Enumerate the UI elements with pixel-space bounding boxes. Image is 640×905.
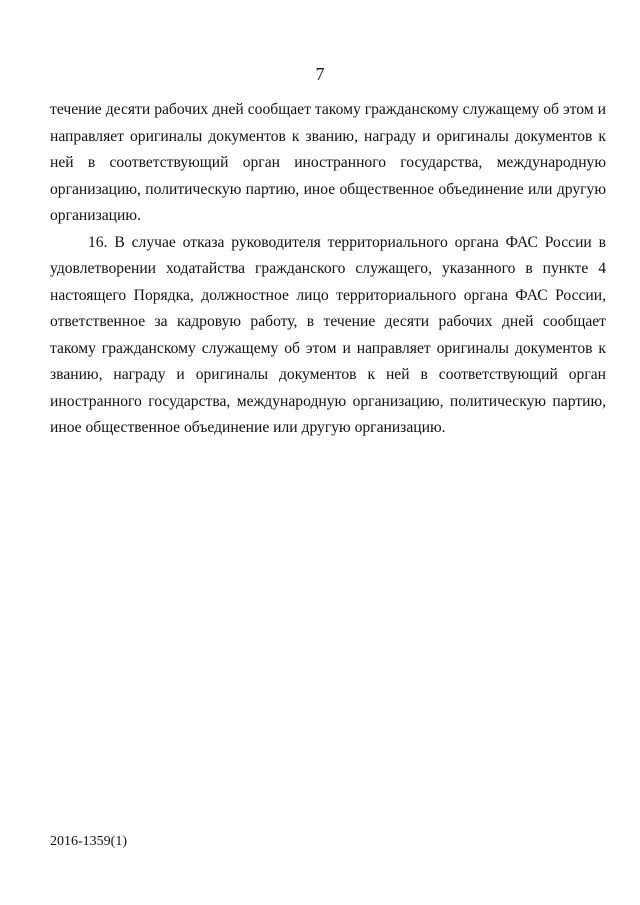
document-body [50, 97, 606, 442]
page-number: 7 [315, 64, 325, 84]
paragraph-16: 16. В случае отказа руководителя территориального органа ФАС России в удовлетворении ходатайства гражданского служащего, указанного в пункте 4 настоящего Порядка, должностное лицо территориального органа ФАС России, ответственное за кадровую работу, в течение десяти рабочих дней сообщает такому гражданскому служащему об этом и направляет оригиналы документов к званию, награду и оригиналы документов к ней в соответствующий орган иностранного государства, международную организацию, политическую партию, иное общественное объединение или другую организацию. [50, 233, 606, 436]
document-code: 2016-1359(1) [50, 834, 127, 849]
paragraph-continuation: течение десяти рабочих дней сообщает такому гражданскому служащему об этом и направляет оригиналы документов к званию, награду и оригиналы документов к ней в соответствующий орган иностранного государства, международную организацию, политическую партию, иное общественное объединение или другую организацию. [50, 101, 606, 224]
